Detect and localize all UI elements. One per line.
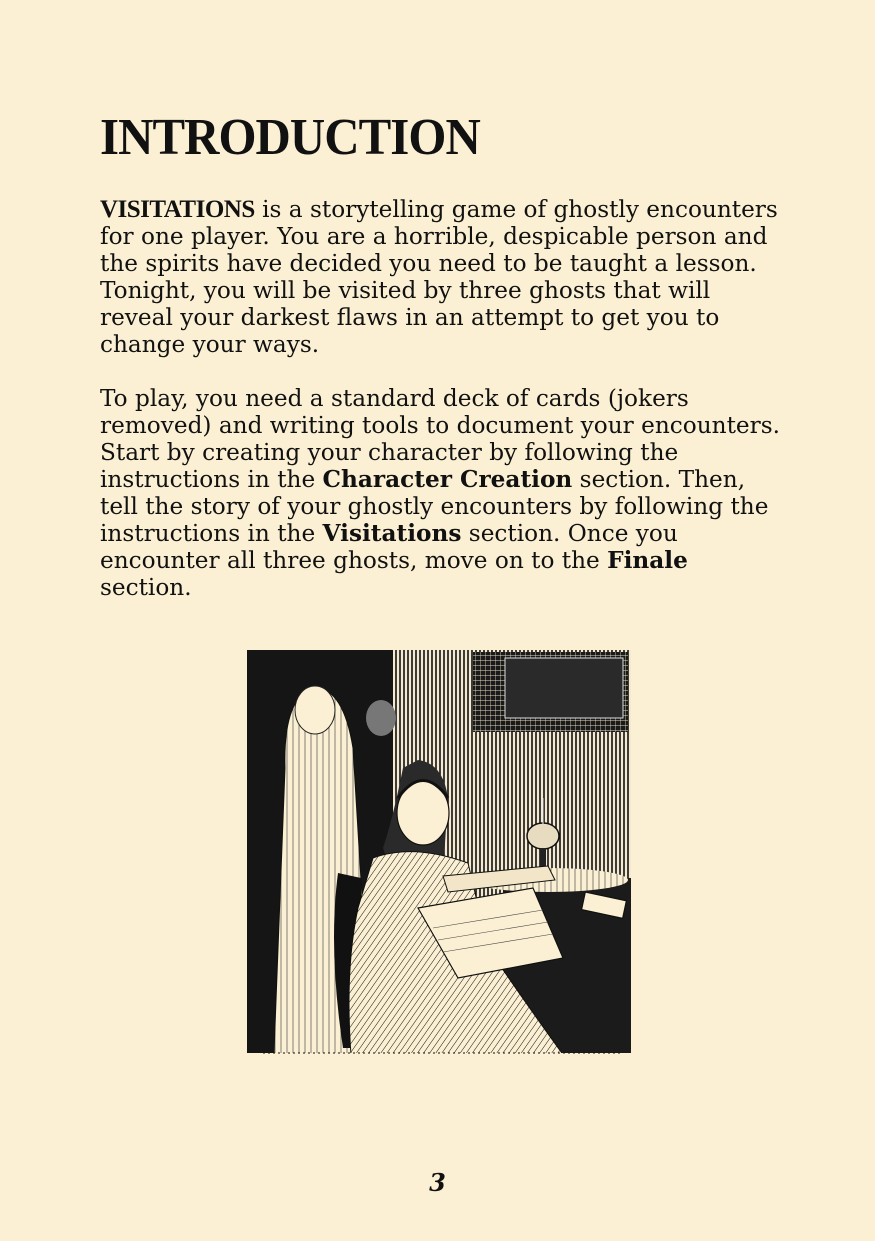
game-title-inline: VISITATIONS <box>100 196 255 223</box>
finale-ref: Finale <box>607 547 688 574</box>
how-to-play-paragraph <box>100 385 780 601</box>
visitations-ref: Visitations <box>322 520 462 547</box>
intro-paragraph-text: is a storytelling game of ghostly encounters for one player. You are a horrible, despicable person and the spirits have decided you need to be taught a lesson. Tonight, you will be visited by three ghosts that will reveal your darkest flaws in an attempt to get you to change your ways. <box>100 196 778 358</box>
character-creation-ref: Character Creation <box>322 466 573 493</box>
ghost-illustration <box>243 648 633 1090</box>
intro-paragraph <box>100 196 780 358</box>
page-number: 3 <box>429 1168 446 1197</box>
page-title: INTRODUCTION <box>100 109 480 166</box>
paragraph-text: section. Once you encounter all three ghosts, move on to the <box>100 520 678 574</box>
paragraph-text: section. Then, tell the story of your ghostly encounters by following the instructions in the <box>100 466 769 547</box>
paragraph-text: To play, you need a standard deck of cards (jokers removed) and writing tools to document your encounters. Start by creating your character by following the instructions in the <box>100 385 780 493</box>
paragraph-text: section. <box>100 574 192 601</box>
